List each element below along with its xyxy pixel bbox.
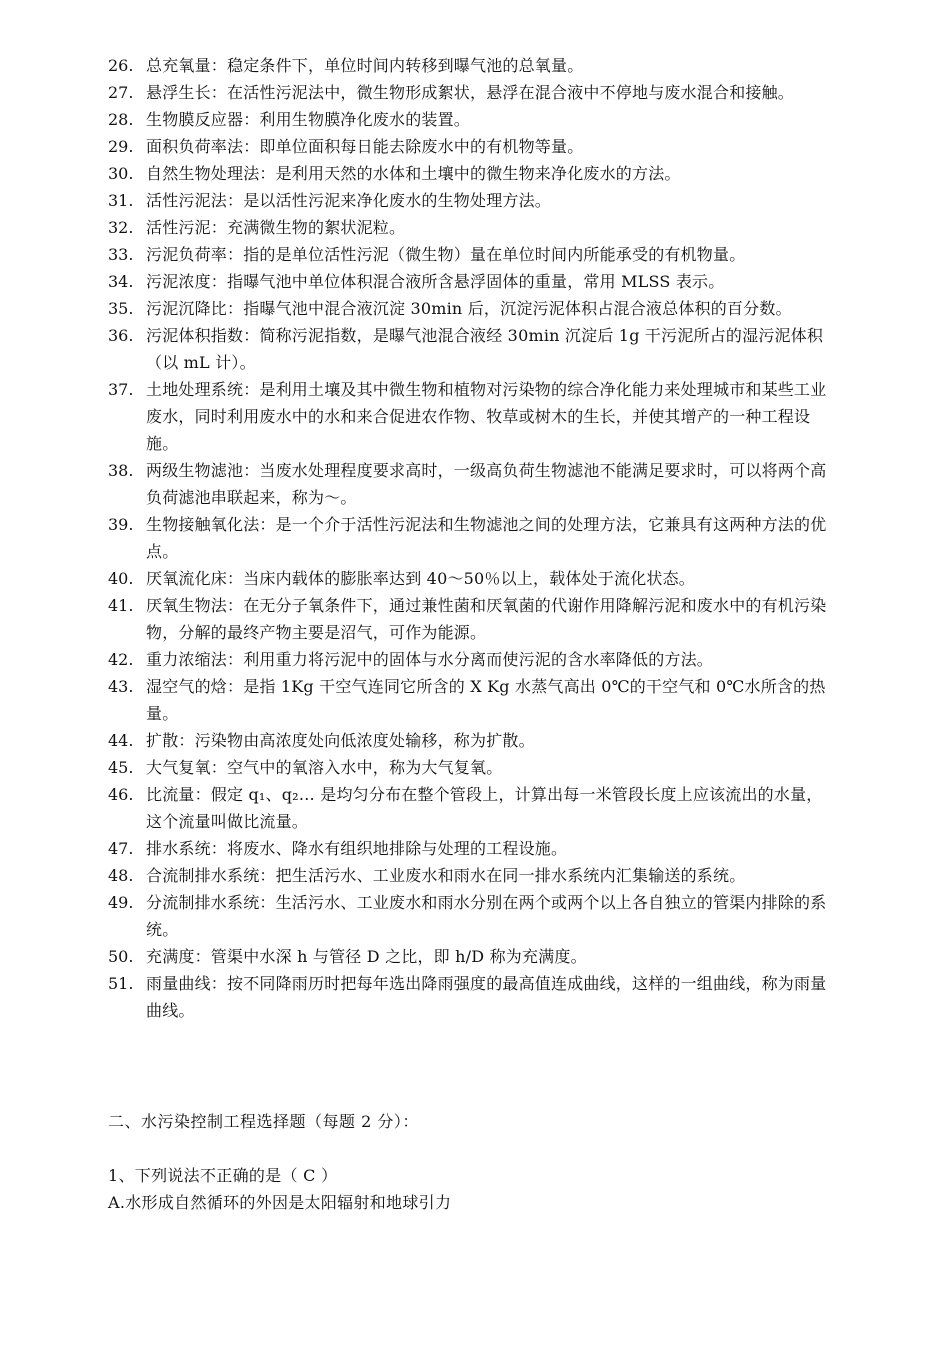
definition-text: 两级生物滤池：当废水处理程度要求高时，一级高负荷生物滤池不能满足要求时，可以将两个高负荷滤池串联起来，称为～。 <box>146 461 827 507</box>
definition-item <box>108 160 833 187</box>
definition-item <box>108 646 833 673</box>
definition-number: 45. <box>108 758 134 777</box>
definition-item <box>108 376 833 457</box>
definition-item <box>108 133 833 160</box>
definition-text: 活性污泥法：是以活性污泥来净化废水的生物处理方法。 <box>146 191 552 210</box>
definition-number: 34. <box>108 272 134 291</box>
definition-number: 46. <box>108 785 134 804</box>
definition-number: 33. <box>108 245 134 264</box>
definition-number: 44. <box>108 731 134 750</box>
definition-item <box>108 673 833 727</box>
definition-item <box>108 322 833 376</box>
definition-text: 大气复氧：空气中的氧溶入水中，称为大气复氧。 <box>146 758 503 777</box>
definition-text: 分流制排水系统：生活污水、工业废水和雨水分别在两个或两个以上各自独立的管渠内排除的系统。 <box>146 893 827 939</box>
definition-text: 污泥负荷率：指的是单位活性污泥（微生物）量在单位时间内所能承受的有机物量。 <box>146 245 746 264</box>
definition-number: 40. <box>108 569 134 588</box>
definition-number: 38. <box>108 461 134 480</box>
definition-text: 活性污泥：充满微生物的絮状泥粒。 <box>146 218 406 237</box>
definition-item <box>108 268 833 295</box>
definition-number: 35. <box>108 299 134 318</box>
definition-item <box>108 970 833 1024</box>
definition-number: 43. <box>108 677 134 696</box>
definition-item <box>108 835 833 862</box>
definition-text: 雨量曲线：按不同降雨历时把每年选出降雨强度的最高值连成曲线，这样的一组曲线，称为雨量曲线。 <box>146 974 827 1020</box>
definition-item <box>108 565 833 592</box>
definition-text: 总充氧量：稳定条件下，单位时间内转移到曝气池的总氧量。 <box>146 56 584 75</box>
definition-number: 47. <box>108 839 134 858</box>
definition-text: 面积负荷率法：即单位面积每日能去除废水中的有机物等量。 <box>146 137 584 156</box>
definition-item <box>108 754 833 781</box>
definition-item <box>108 457 833 511</box>
definition-text: 生物膜反应器：利用生物膜净化废水的装置。 <box>146 110 471 129</box>
definition-number: 51. <box>108 974 134 993</box>
definition-text: 污泥体积指数：简称污泥指数，是曝气池混合液经 30min 沉淀后 1g 干污泥所占的湿污泥体积（以 mL 计）。 <box>146 326 824 372</box>
definition-item <box>108 79 833 106</box>
definition-item <box>108 214 833 241</box>
definition-item <box>108 241 833 268</box>
definition-number: 29. <box>108 137 134 156</box>
definition-number: 26. <box>108 56 134 75</box>
definition-number: 28. <box>108 110 134 129</box>
definitions-list <box>108 52 833 1024</box>
question-option-a: A.水形成自然循环的外因是太阳辐射和地球引力 <box>108 1193 452 1212</box>
definition-item <box>108 187 833 214</box>
question-stem: 1、下列说法不正确的是（ C ） <box>108 1166 338 1185</box>
definition-item <box>108 511 833 565</box>
definition-text: 比流量：假定 q₁、q₂… 是均匀分布在整个管段上，计算出每一米管段长度上应该流出的水量，这个流量叫做比流量。 <box>146 785 823 831</box>
definition-text: 悬浮生长：在活性污泥法中，微生物形成絮状，悬浮在混合液中不停地与废水混合和接触。 <box>146 83 795 102</box>
definition-text: 厌氧流化床：当床内载体的膨胀率达到 40～50％以上，载体处于流化状态。 <box>146 569 696 588</box>
definition-text: 自然生物处理法：是利用天然的水体和土壤中的微生物来净化废水的方法。 <box>146 164 681 183</box>
definition-text: 充满度：管渠中水深 h 与管径 D 之比，即 h/D 称为充满度。 <box>146 947 587 966</box>
definition-text: 排水系统：将废水、降水有组织地排除与处理的工程设施。 <box>146 839 568 858</box>
section-heading: 二、水污染控制工程选择题（每题 2 分）： <box>108 1112 419 1131</box>
definition-item <box>108 781 833 835</box>
definition-number: 27. <box>108 83 134 102</box>
definition-text: 湿空气的焓：是指 1Kg 干空气连同它所含的 X Kg 水蒸气高出 0℃的干空气和 0℃水所含的热量。 <box>146 677 826 723</box>
definition-item <box>108 106 833 133</box>
definition-number: 37. <box>108 380 134 399</box>
definition-text: 污泥浓度：指曝气池中单位体积混合液所含悬浮固体的重量，常用 MLSS 表示。 <box>146 272 725 291</box>
definition-number: 50. <box>108 947 134 966</box>
definition-item <box>108 592 833 646</box>
definition-number: 36. <box>108 326 134 345</box>
definition-text: 生物接触氧化法：是一个介于活性污泥法和生物滤池之间的处理方法，它兼具有这两种方法的优点。 <box>146 515 827 561</box>
definition-text: 污泥沉降比：指曝气池中混合液沉淀 30min 后，沉淀污泥体积占混合液总体积的百分数。 <box>146 299 792 318</box>
definition-item <box>108 862 833 889</box>
definition-number: 48. <box>108 866 134 885</box>
definition-item <box>108 295 833 322</box>
definition-text: 厌氧生物法：在无分子氧条件下，通过兼性菌和厌氧菌的代谢作用降解污泥和废水中的有机污染物，分解的最终产物主要是沼气，可作为能源。 <box>146 596 827 642</box>
definition-item <box>108 727 833 754</box>
definition-item <box>108 52 833 79</box>
definition-item <box>108 943 833 970</box>
definition-text: 土地处理系统：是利用土壤及其中微生物和植物对污染物的综合净化能力来处理城市和某些工业废水，同时利用废水中的水和来合促进农作物、牧草或树木的生长，并使其增产的一种工程设施。 <box>146 380 827 453</box>
definition-text: 重力浓缩法：利用重力将污泥中的固体与水分离而使污泥的含水率降低的方法。 <box>146 650 714 669</box>
definition-number: 41. <box>108 596 134 615</box>
definition-text: 合流制排水系统：把生活污水、工业废水和雨水在同一排水系统内汇集输送的系统。 <box>146 866 746 885</box>
definition-number: 39. <box>108 515 134 534</box>
definition-number: 42. <box>108 650 134 669</box>
definition-text: 扩散：污染物由高浓度处向低浓度处输移，称为扩散。 <box>146 731 535 750</box>
definition-number: 49. <box>108 893 134 912</box>
definition-number: 30. <box>108 164 134 183</box>
definition-number: 31. <box>108 191 134 210</box>
definition-item <box>108 889 833 943</box>
definition-number: 32. <box>108 218 134 237</box>
